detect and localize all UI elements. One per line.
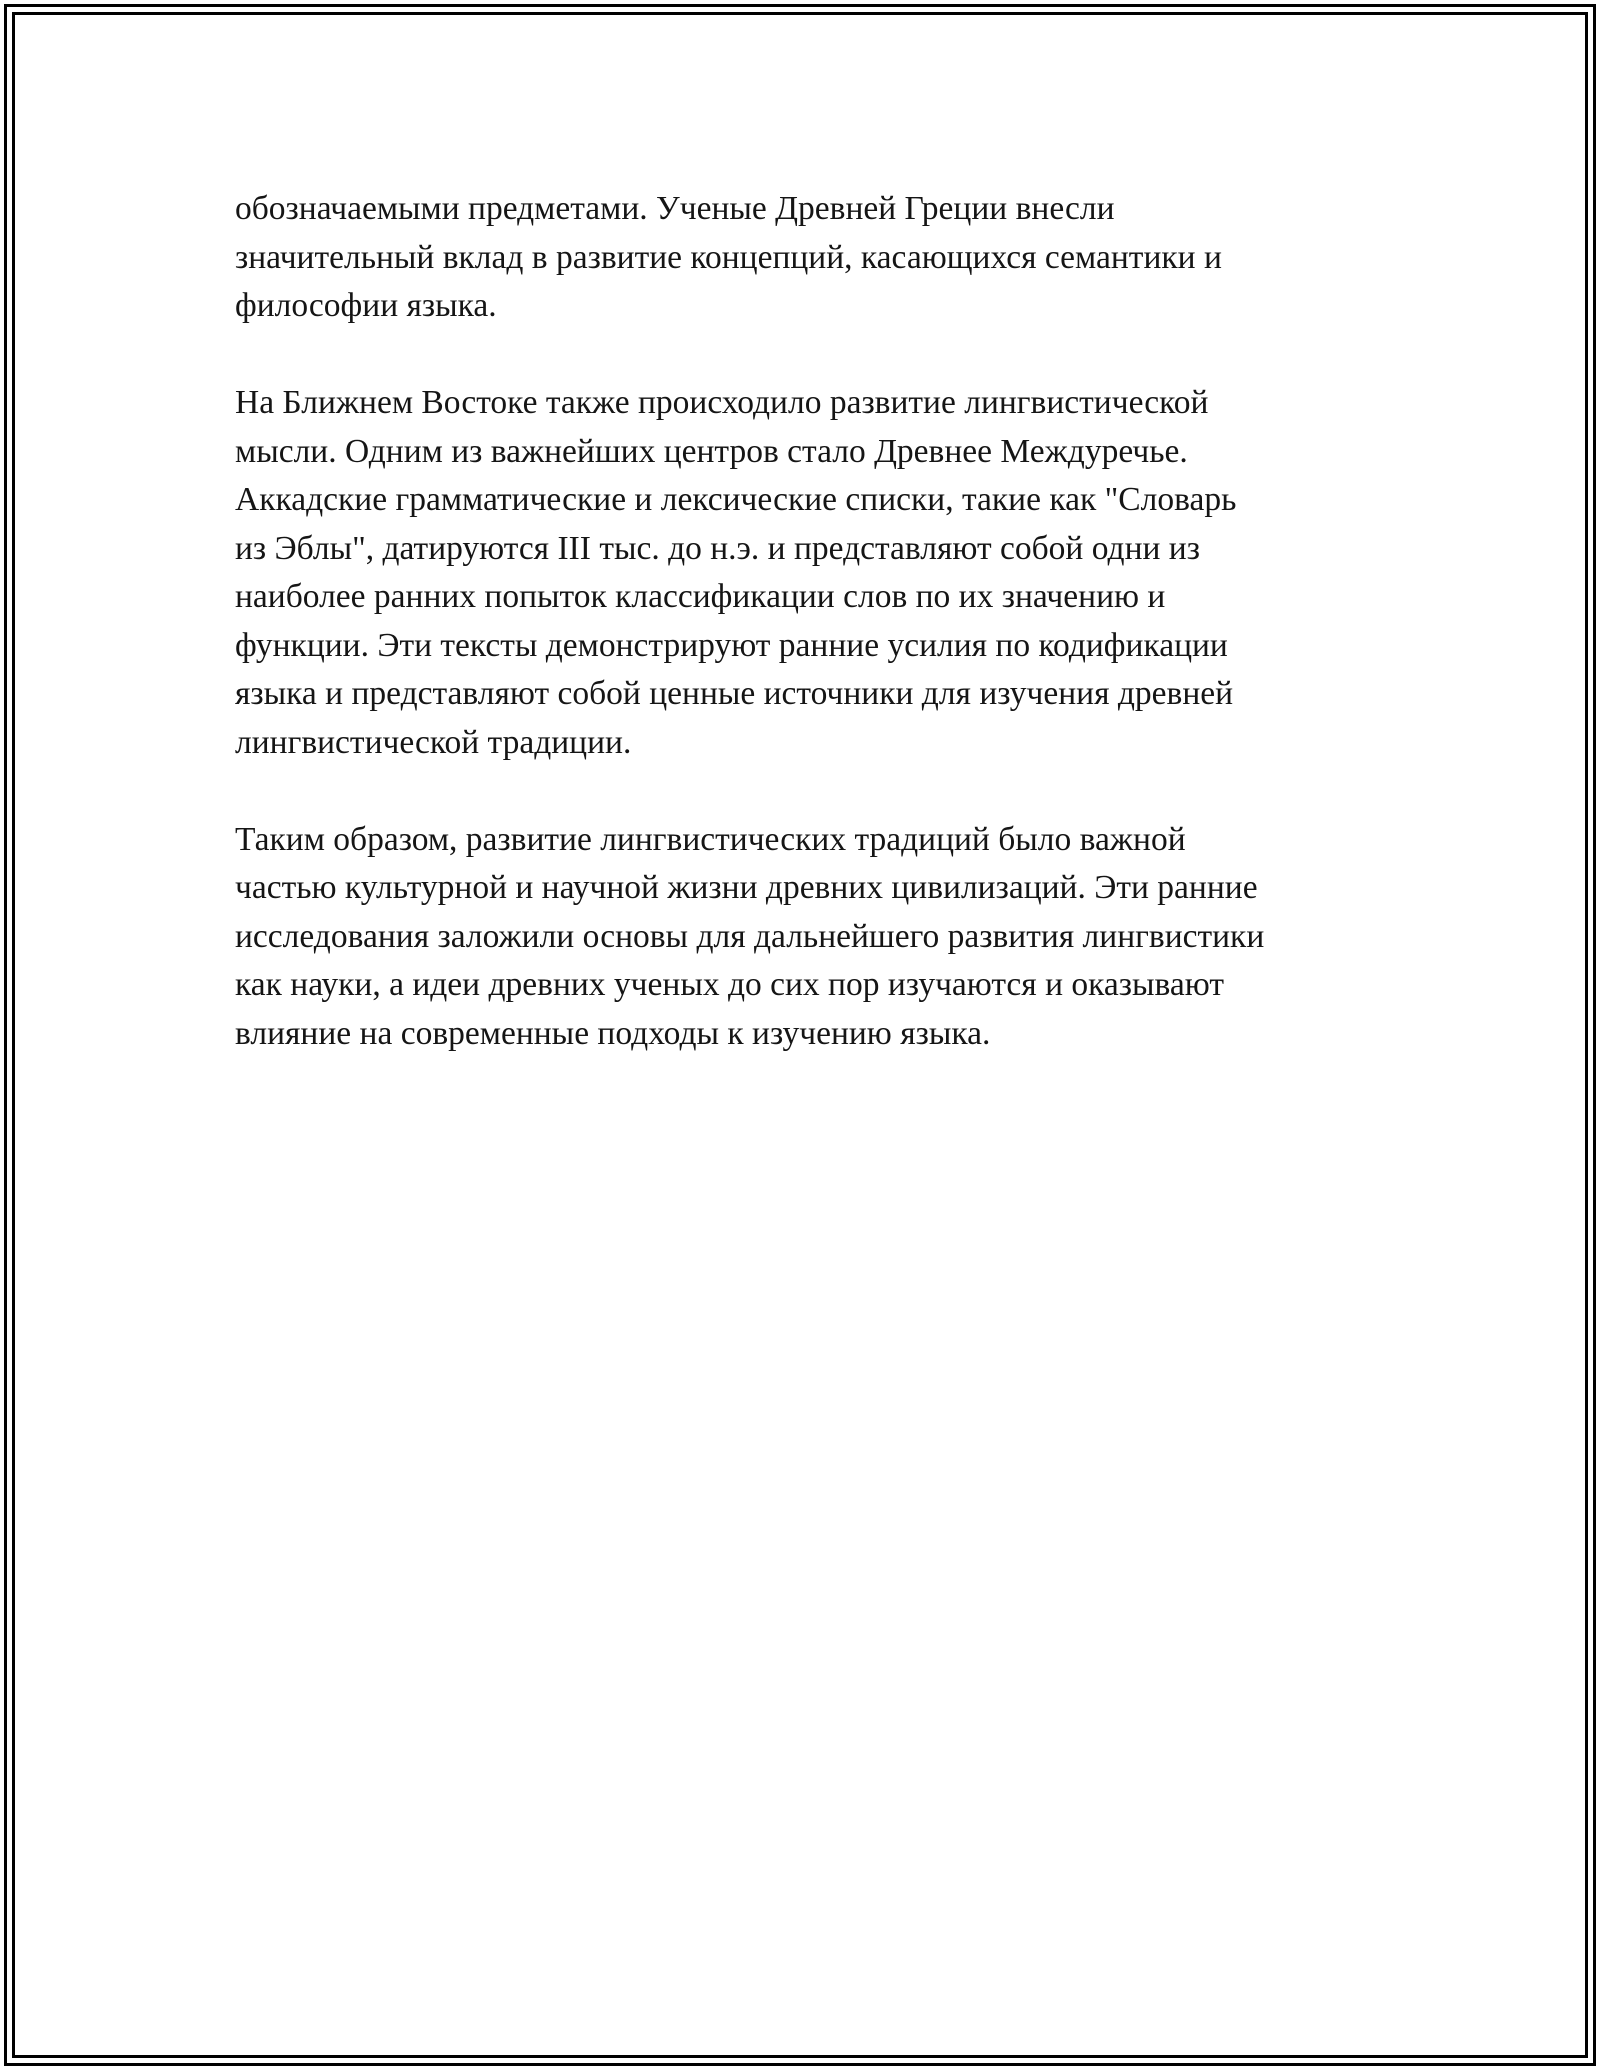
text-line: функции. Эти тексты демонстрируют ранние усилия по кодификации: [235, 626, 1228, 664]
document-body: [235, 185, 1375, 1058]
text-line: языка и представляют собой ценные источники для изучения древней: [235, 675, 1234, 712]
paragraph-conclusion: [235, 816, 1375, 1059]
text-line: лингвистической традиции.: [235, 723, 632, 761]
paragraph-near-east: [235, 379, 1375, 767]
text-line: влияние на современные подходы к изучению языка.: [235, 1014, 991, 1052]
text-line: философии языка.: [235, 287, 497, 324]
text-line: частью культурной и научной жизни древних цивилизаций. Эти ранние: [235, 869, 1258, 906]
text-line: наиболее ранних попыток классификации слов по их значению и: [235, 578, 1166, 615]
text-line: как науки, а идеи древних ученых до сих пор изучаются и оказывают: [235, 966, 1224, 1003]
text-line: Аккадские грамматические и лексические списки, такие как "Словарь: [235, 481, 1237, 518]
text-line: исследования заложили основы для дальнейшего развития лингвистики: [235, 917, 1265, 955]
text-line: из Эблы", датируются III тыс. до н.э. и представляют собой одни из: [235, 529, 1200, 567]
text-line: На Ближнем Востоке также происходило развитие лингвистической: [235, 384, 1209, 421]
text-line: обозначаемыми предметами. Ученые Древней Греции внесли: [235, 190, 1115, 227]
paragraph-greece-semantics: [235, 185, 1375, 331]
text-line: значительный вклад в развитие концепций, касающихся семантики и: [235, 238, 1222, 276]
text-line: Таким образом, развитие лингвистических традиций было важной: [235, 820, 1186, 858]
text-line: мысли. Одним из важнейших центров стало Древнее Междуречье.: [235, 432, 1188, 470]
